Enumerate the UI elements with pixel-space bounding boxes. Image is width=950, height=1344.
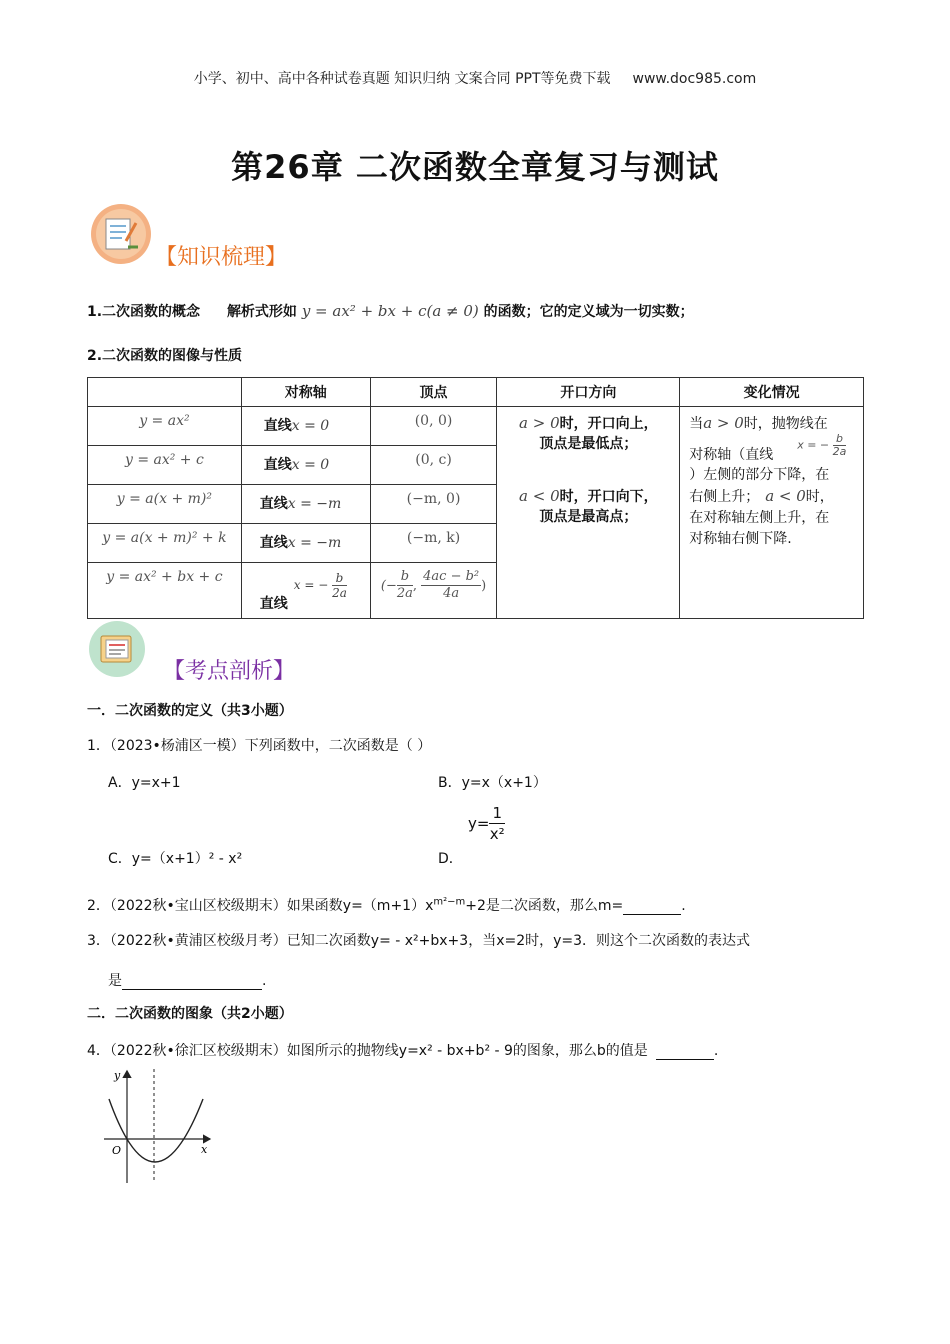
table-row — [88, 407, 864, 446]
function-cell: y = a(x + m)² + k — [88, 524, 242, 563]
question-3-line2: 是 . — [108, 973, 267, 989]
header-url[interactable]: www.doc985.com — [632, 71, 757, 87]
header-cell: 顶点 — [370, 378, 497, 407]
function-cell: y = ax² — [88, 407, 242, 446]
variation-cell: 当a > 0时，抛物线在 对称轴（直线 x = − $\frac{b}{2a}$ ）左侧的部分下降，在 右侧上升； a < 0时， 在对称轴左侧上升，在 对称轴右侧下降. — [680, 407, 864, 619]
origin-label: O — [112, 1144, 122, 1157]
x-axis-label: x — [201, 1143, 208, 1156]
vertex-cell: (−m, k) — [370, 524, 497, 563]
axis-cell: 直线x = −m — [241, 485, 370, 524]
graph-properties-title: 2.二次函数的图像与性质 — [87, 348, 243, 364]
parabola-curve — [109, 1099, 203, 1162]
q1-option-c[interactable]: C．y=（x+1）² - x² — [108, 851, 243, 867]
header-cell — [88, 378, 242, 407]
concept-line — [87, 301, 887, 321]
table-header-row — [88, 378, 864, 407]
question-2: 2．（2022秋•宝山区校级期末）如果函数$y=(m+1)x^{m^2-m}+2$是二次函数，那么m= . — [87, 896, 686, 914]
question-3: 3．（2022秋•黄浦区校级月考）已知二次函数y= - x²+bx+3，当x=2时，y=3．则这个二次函数的表达式 — [87, 933, 751, 949]
q1-option-b[interactable]: B．y=x（x+1） — [438, 775, 547, 791]
notebook-icon — [90, 203, 152, 265]
site-header — [0, 68, 950, 88]
q1-option-d-formula: y= $\frac{1}{\text{x²}}$ — [468, 804, 505, 843]
axis-cell: 直线x = 0 — [241, 446, 370, 485]
q4-answer-blank[interactable] — [656, 1046, 714, 1060]
header-cell: 变化情况 — [680, 378, 864, 407]
folder-icon — [88, 620, 146, 678]
axis-cell: 直线x = −m — [241, 524, 370, 563]
opening-direction-cell: a > 0时，开口向上， 顶点是最低点； a < 0时，开口向下， 顶点是最高点； — [497, 407, 680, 619]
concept-label: 1.二次函数的概念 — [87, 304, 201, 320]
part1-title: 一．二次函数的定义（共3小题） — [87, 703, 293, 719]
y-axis-label: y — [114, 1069, 121, 1082]
knowledge-section-title: 【知识梳理】 — [155, 245, 288, 270]
axis-cell: 直线 x = − $\frac{b}{2a}$ — [241, 563, 370, 619]
axis-cell: 直线x = 0 — [241, 407, 370, 446]
parabola-figure — [100, 1065, 220, 1185]
function-cell: y = a(x + m)² — [88, 485, 242, 524]
question-1: 1．（2023•杨浦区一模）下列函数中，二次函数是（ ） — [87, 738, 432, 754]
concept-formula: y = ax² + bx + c(a ≠ 0) — [301, 302, 479, 320]
part2-title: 二．二次函数的图象（共2小题） — [87, 1006, 293, 1022]
function-cell: y = ax² + c — [88, 446, 242, 485]
vertex-cell: (0, 0) — [370, 407, 497, 446]
concept-lead: 解析式形如 — [226, 304, 297, 320]
header-cell: 对称轴 — [241, 378, 370, 407]
properties-table — [87, 377, 864, 619]
q2-answer-blank[interactable] — [623, 901, 681, 915]
exam-section-title: 【考点剖析】 — [163, 659, 296, 684]
exam-badge — [88, 620, 146, 682]
q1-option-a[interactable]: A．y=x+1 — [108, 775, 181, 791]
vertex-cell: (− $\frac{b}{2a}$ , $\frac{\text{4ac − b²}}{4a}$ ) — [370, 563, 497, 619]
header-text: 小学、初中、高中各种试卷真题 知识归纳 文案合同 PPT等免费下载 — [193, 71, 611, 87]
q1-option-d[interactable]: D． — [438, 851, 463, 867]
vertex-cell: (0, c) — [370, 446, 497, 485]
concept-tail: 的函数；它的定义域为一切实数； — [483, 304, 694, 320]
question-4: 4．（2022秋•徐汇区校级期末）如图所示的抛物线y=x² - bx+b² - 9的图象，那么b的值是 . — [87, 1043, 719, 1059]
page-title: 第26章 二次函数全章复习与测试 — [231, 148, 719, 186]
vertex-cell: (−m, 0) — [370, 485, 497, 524]
q3-answer-blank[interactable] — [122, 976, 262, 990]
function-cell: y = ax² + bx + c — [88, 563, 242, 619]
header-cell: 开口方向 — [497, 378, 680, 407]
knowledge-badge — [90, 203, 152, 269]
